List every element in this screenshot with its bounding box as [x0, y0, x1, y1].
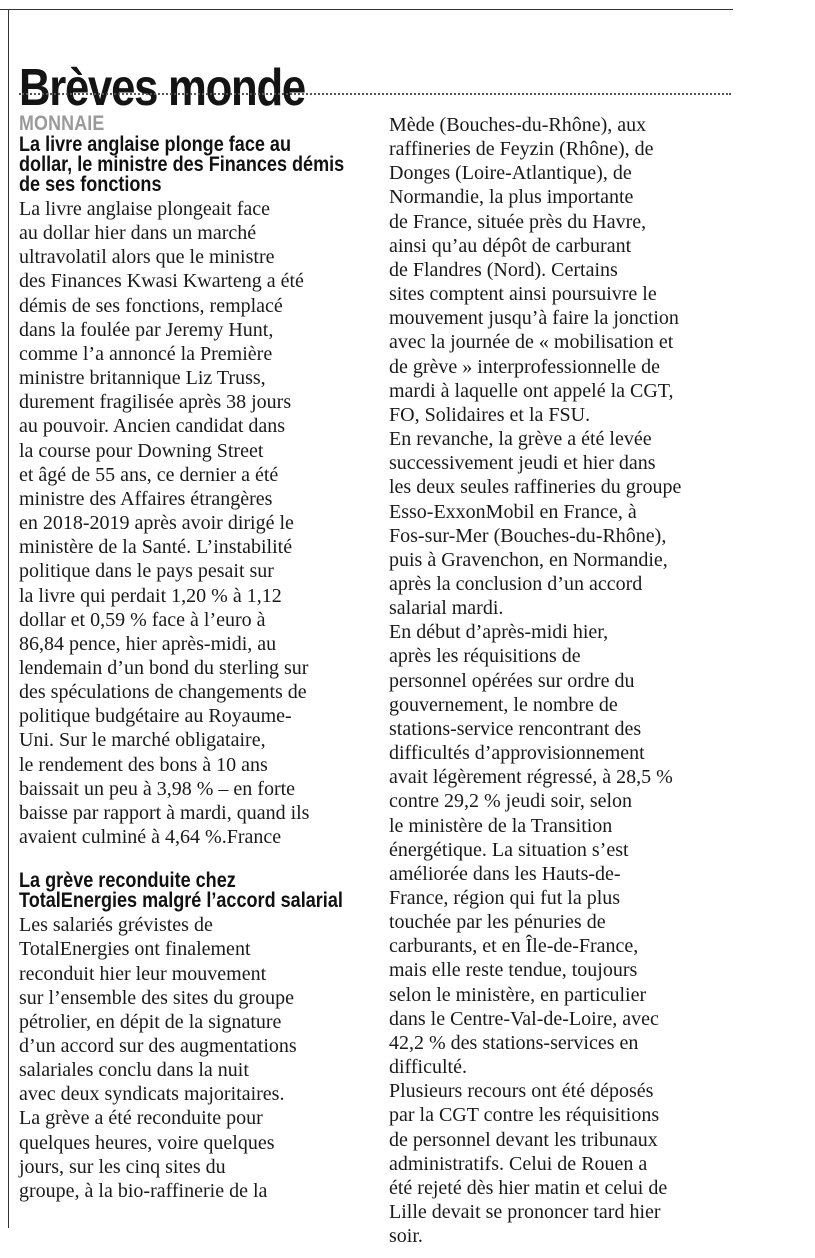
text-line: Esso-ExxonMobil en France, à — [389, 500, 637, 523]
text-line: d’un accord sur des augmentations — [19, 1035, 297, 1057]
text-line: ministère de la Santé. L’instabilité — [19, 536, 293, 559]
text-line: des spéculations de changements de — [19, 681, 307, 704]
text-line: de grève » interprofessionnelle de — [389, 355, 661, 378]
text-line: comme l’a annoncé la Première — [19, 342, 273, 365]
text-line: administratifs. Celui de Rouen a — [389, 1152, 648, 1175]
section-title: Brèves monde — [19, 58, 305, 117]
text-line: FO, Solidaires et la FSU. — [389, 403, 591, 426]
text-line: selon le ministère, en particulier — [389, 983, 647, 1006]
text-line: personnel opérées sur ordre du — [389, 669, 635, 692]
text-line: Mède (Bouches-du-Rhône), aux — [389, 114, 647, 136]
text-line: Uni. Sur le marché obligataire, — [19, 729, 266, 752]
text-line: difficultés d’approvisionnement — [389, 742, 645, 765]
text-line: successivement jeudi et hier dans — [389, 452, 656, 475]
text-line: reconduit hier leur mouvement — [19, 962, 267, 985]
text-line: difficulté. — [389, 1056, 467, 1079]
text-line: démis de ses fonctions, remplacé — [19, 294, 283, 317]
text-line: groupe, à la bio-raffinerie de la — [19, 1179, 268, 1202]
text-line: au pouvoir. Ancien candidat dans — [19, 415, 286, 438]
article2-body-left — [19, 913, 387, 1203]
text-line: énergétique. La situation s’est — [389, 838, 629, 861]
text-line: politique dans le pays pesait sur — [19, 560, 274, 583]
text-line: carburants, et en Île-de-France, — [389, 935, 639, 958]
text-line: sites comptent ainsi poursuivre le — [389, 283, 657, 306]
text-line: de Flandres (Nord). Certains — [389, 258, 618, 281]
text-line: contre 29,2 % jeudi soir, selon — [389, 790, 633, 813]
text-line: Donges (Loire-Atlantique), de — [389, 162, 632, 185]
text-line: quelques heures, voire quelques — [19, 1131, 275, 1154]
text-line: Plusieurs recours ont été déposés — [389, 1080, 654, 1103]
text-line: la livre qui perdait 1,20 % à 1,12 — [19, 584, 282, 607]
text-line: salariales conclu dans la nuit — [19, 1059, 249, 1082]
text-line: Les salariés grévistes de — [19, 914, 213, 937]
text-line: Fos-sur-Mer (Bouches-du-Rhône), — [389, 524, 667, 547]
text-line: La grève a été reconduite pour — [19, 1107, 263, 1130]
text-line: Lille devait se prononcer tard hier — [389, 1201, 661, 1224]
text-line: lendemain d’un bond du sterling sur — [19, 656, 309, 679]
text-line: et âgé de 55 ans, ce dernier a été — [19, 463, 279, 486]
right-column — [389, 113, 741, 1248]
article-rubric: MONNAIE — [19, 112, 105, 135]
text-line: avec deux syndicats majoritaires. — [19, 1083, 285, 1106]
top-rule — [0, 9, 733, 10]
text-line: après les réquisitions de — [389, 645, 581, 668]
text-line: 42,2 % des stations-services en — [389, 1031, 639, 1054]
text-line: améliorée dans les Hauts-de- — [389, 862, 621, 885]
text-line: sur l’ensemble des sites du groupe — [19, 986, 294, 1009]
left-column-rule — [8, 9, 9, 1228]
text-line: puis à Gravenchon, en Normandie, — [389, 548, 668, 571]
text-line: TotalEnergies ont finalement — [19, 938, 251, 961]
left-column — [19, 113, 387, 1203]
text-line: avaient culminé à 4,64 %.France — [19, 826, 282, 849]
text-line: 86,84 pence, hier après-midi, au — [19, 632, 277, 655]
text-line: la course pour Downing Street — [19, 439, 264, 462]
text-line: dans la foulée par Jeremy Hunt, — [19, 318, 274, 341]
text-line: jours, sur les cinq sites du — [19, 1155, 226, 1178]
dotted-separator — [19, 93, 731, 95]
text-line: de France, située près du Havre, — [389, 210, 647, 233]
article2-headline: La grève reconduite chez TotalEnergies malgré l’accord salarial — [19, 869, 343, 913]
text-line: mardi à laquelle ont appelé la CGT, — [389, 379, 674, 402]
text-line: le ministère de la Transition — [389, 814, 613, 837]
text-line: après la conclusion d’un accord — [389, 572, 643, 595]
text-line: par la CGT contre les réquisitions — [389, 1104, 660, 1127]
text-line: mais elle reste tendue, toujours — [389, 959, 638, 982]
text-line: salarial mardi. — [389, 597, 504, 620]
text-line: En revanche, la grève a été levée — [389, 428, 652, 451]
text-line: touchée par les pénuries de — [389, 911, 606, 934]
text-line: ministre des Affaires étrangères — [19, 487, 273, 510]
text-line: été rejeté dès hier matin et celui de — [389, 1176, 668, 1199]
text-line: ultravolatil alors que le ministre — [19, 246, 275, 269]
text-line: mouvement jusqu’à faire la jonction — [389, 307, 679, 330]
text-line: de personnel devant les tribunaux — [389, 1128, 658, 1151]
text-line: stations-service rencontrant des — [389, 717, 642, 740]
text-line: baisse par rapport à mardi, quand ils — [19, 801, 310, 824]
text-line: au dollar hier dans un marché — [19, 222, 257, 245]
article1-body — [19, 197, 387, 849]
text-line: avait légèrement régressé, à 28,5 % — [389, 766, 673, 789]
text-line: avec la journée de « mobilisation et — [389, 331, 674, 354]
text-line: durement fragilisée après 38 jours — [19, 391, 292, 414]
text-line: ministre britannique Liz Truss, — [19, 367, 266, 390]
text-line: le rendement des bons à 10 ans — [19, 753, 268, 776]
text-line: dollar et 0,59 % face à l’euro à — [19, 608, 266, 631]
text-line: En début d’après-midi hier, — [389, 621, 609, 644]
text-line: des Finances Kwasi Kwarteng a été — [19, 270, 304, 293]
article2-block — [19, 871, 387, 1203]
text-line: raffineries de Feyzin (Rhône), de — [389, 138, 654, 161]
text-line: soir. — [389, 1225, 423, 1248]
article1-headline: La livre anglaise plonge face au dollar, le ministre des Finances démis de ses fonctions — [19, 133, 345, 196]
text-line: les deux seules raffineries du groupe — [389, 476, 682, 499]
text-line: en 2018-2019 après avoir dirigé le — [19, 512, 294, 535]
text-line: Normandie, la plus importante — [389, 186, 634, 209]
article2-body-right — [389, 113, 741, 1248]
text-line: baissait un peu à 3,98 % – en forte — [19, 777, 296, 800]
text-line: pétrolier, en dépit de la signature — [19, 1010, 282, 1033]
text-line: La livre anglaise plongeait face — [19, 198, 270, 220]
text-line: dans le Centre-Val-de-Loire, avec — [389, 1007, 659, 1030]
text-line: gouvernement, le nombre de — [389, 693, 618, 716]
text-line: France, région qui fut la plus — [389, 887, 621, 909]
text-line: politique budgétaire au Royaume- — [19, 705, 292, 728]
text-line: ainsi qu’au dépôt de carburant — [389, 234, 632, 257]
